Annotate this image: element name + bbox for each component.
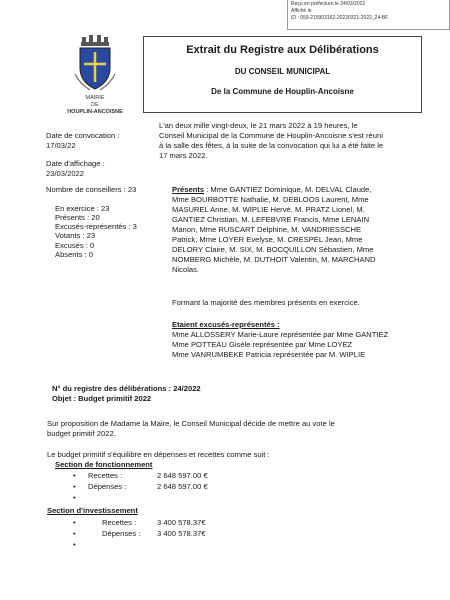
bullet: • [73,518,76,527]
invest-recettes-label: Recettes : [102,518,137,527]
logo-line1: MAIRIE [85,95,105,101]
stamp-received: Reçu en préfecture le 24/03/2022 [291,1,366,7]
excused-label: Etaient excusés-représentés : [172,320,280,329]
presents-line: Manon, Mme RUSCART Delphine, M. VANDRIESSCHE [172,225,362,234]
document-title: Extrait du Registre aux Délibérations [186,44,379,56]
budget-balance-intro: Le budget primitif s'équilibre en dépenses et recettes comme suit : [47,450,270,459]
stamp-id: ID : 059-215903162-20220321-2022_24-BF [291,15,389,21]
excused-block [172,320,424,360]
absents-count: Absents : 0 [55,250,93,259]
council-subtitle: DU CONSEIL MUNICIPAL [234,67,331,76]
proposition-line: budget primitif 2022. [47,429,116,438]
proposition-line: Sur proposition de Madame la Maire, le Conseil Municipal décide de mettre au vote le [47,419,335,428]
invest-depenses-value: 3 400 578.37€ [157,529,206,538]
presents-line: NOMBERG Michèle, M. DUTHOIT Valentin, M. MARCHAND [172,255,376,264]
document-header [143,36,422,113]
fonct-depenses-value: 2 648 597.00 € [157,482,208,491]
bullet: • [73,471,76,480]
bullet: • [73,482,76,491]
intro-line: 17 mars 2022. [159,151,208,160]
town-crest-logo [70,34,120,94]
presents-line: Mme BOURBOTTE Nathalie, M. DEBLOOS Laurent, Mme [172,195,369,204]
excuses-representes-count: Excusés-représentés : 3 [55,222,137,231]
presents-block [172,185,424,275]
fonct-recettes-value: 2 648 597.00 € [157,471,208,480]
affichage-date: 23/03/2022 [46,169,85,178]
excused-line: Mme POTTEAU Gisèle représentée par Mme LOYEZ [172,340,353,349]
presents-line: Nicolas. [172,265,200,274]
intro-line: à la salle des fêtes, à la suite de la convocation qui lui a été faite le [159,141,384,150]
affichage-label: Date d'affichage : [46,159,105,168]
registry-number: N° du registre des délibérations : 24/2022 [52,384,201,393]
commune-subtitle: De la Commune de Houplin-Ancoisne [211,87,354,96]
invest-depenses-label: Dépenses : [102,529,141,538]
majorite-statement: Formant la majorité des membres présents en exercice. [172,298,360,307]
presents-label: Présents [172,185,205,194]
bullet: • [73,493,76,502]
intro-line: Conseil Municipal de la Commune de Houplin-Ancoisne s'est réuni [159,131,383,140]
fonct-recettes-label: Recettes : [88,471,123,480]
presents-line: GANTIEZ Christian, M. LEFEBVRE Francis, Mme LENAIN [172,215,370,224]
fonct-depenses-label: Dépenses : [88,482,127,491]
logo-line3: HOUPLIN-ANCOISNE [67,109,123,115]
object-line: Objet : Budget primitif 2022 [52,394,152,403]
presents-first-line [172,185,424,195]
fonctionnement-title: Section de fonctionnement [55,460,153,469]
en-exercice-count: En exercice : 23 [55,204,110,213]
presents-line: DELORY Claire, M. SIX, M. BOCQUILLON Sébastien, Mme [172,245,374,254]
investissement-title: Section d'investissement [47,506,138,515]
convocation-date: 17/03/22 [46,141,76,150]
proposition-paragraph [47,419,427,439]
votants-count: Votants : 23 [55,231,96,240]
excused-line: Mme ALLOSSERY Marie-Laure représentée par Mme GANTIEZ [172,330,389,339]
intro-line: L'an deux mille vingt-deux, le 21 mars 2022 à 19 heures, le [159,121,358,130]
excuses-count: Excusés : 0 [55,241,95,250]
presents-first-rest: : Mme GANTIEZ Dominique, M. DELVAL Claude, [204,185,372,194]
presents-line: Patrick, Mme LOYER Evelyse, M. CRESPEL Jean, Mme [172,235,363,244]
logo-line2: DE [91,102,99,108]
invest-recettes-value: 3 400 578.37€ [157,518,206,527]
logo-caption [60,95,130,116]
excused-line: Mme VANRUMBEKE Patricia représentée par M. WIPLIE [172,350,366,359]
stamp-posted: Affiché le [291,8,312,14]
convocation-label: Date de convocation : [46,131,120,140]
meeting-intro [159,121,423,161]
prefecture-stamp [287,0,450,30]
presents-count: Présents : 20 [55,213,100,222]
presents-line: MASUREL Anne, M. WIPLIE Hervé, M. PRATZ Lionel, M. [172,205,365,214]
bullet: • [73,540,76,549]
bullet: • [73,529,76,538]
councillors-count: Nombre de conseillers : 23 [46,185,137,194]
